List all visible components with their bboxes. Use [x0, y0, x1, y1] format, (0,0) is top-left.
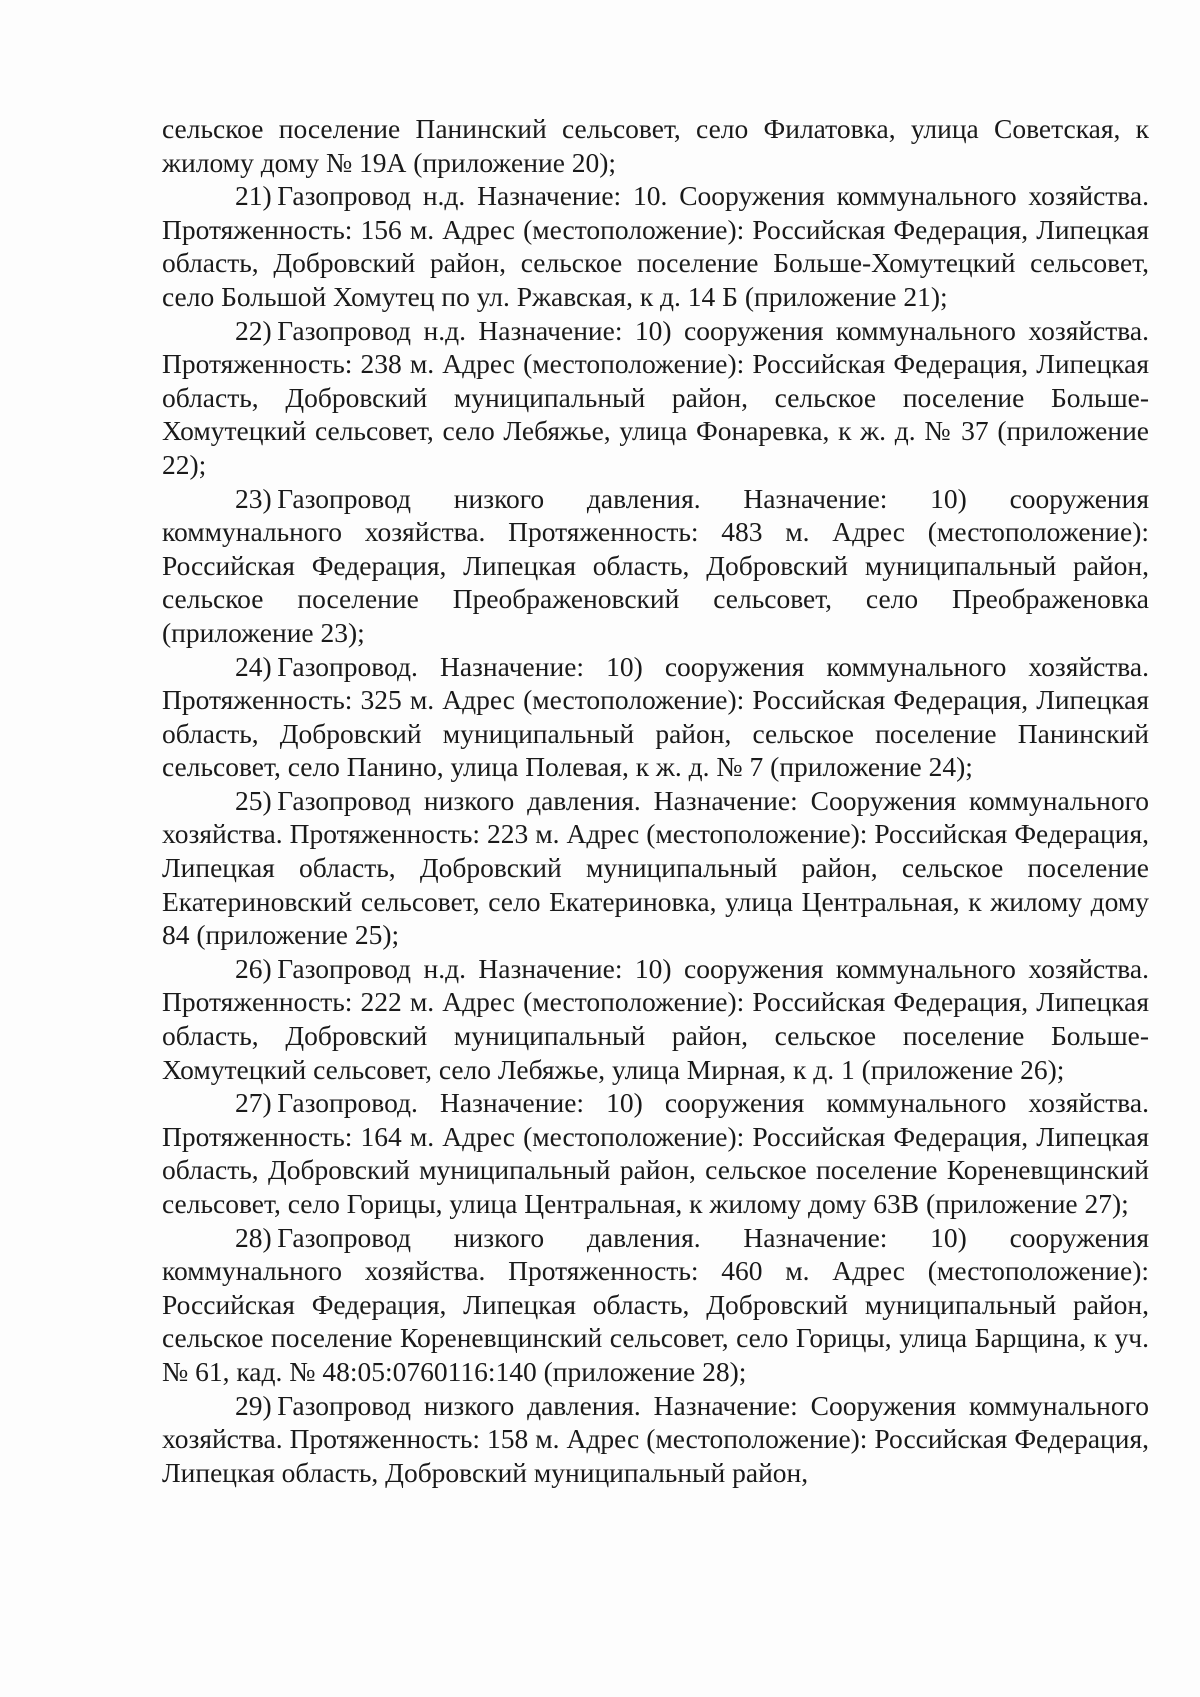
list-item-23 [162, 482, 1149, 650]
document-body [162, 112, 1149, 1489]
item-number: 26) [235, 952, 272, 984]
list-item-22 [162, 314, 1149, 482]
list-item-29 [162, 1389, 1149, 1490]
paragraph-text: Газопровод низкого давления. Назначение: 10) сооружения коммунального хозяйства. Протяженность: 483 м. Адрес (местоположение): Российская Федерация, Липецкая область, Добровский муниципальный район, сельское поселение Преображеновский сельсовет, село Преображеновка (приложение 23); [162, 482, 1149, 648]
paragraph-continuation [162, 112, 1149, 179]
paragraph-text: Газопровод. Назначение: 10) сооружения коммунального хозяйства. Протяженность: 164 м. Адрес (местоположение): Российская Федерация, Липецкая область, Добровский муниципальный район, сельское поселение Кореневщинский сельсовет, село Горицы, улица Центральная, к жилому дому 63В (приложение 27); [162, 1087, 1149, 1219]
item-number: 25) [235, 784, 272, 816]
item-number: 27) [235, 1087, 272, 1119]
paragraph-text: Газопровод н.д. Назначение: 10. Сооружения коммунального хозяйства. Протяженность: 156 м. Адрес (местоположение): Российская Федерация, Липецкая область, Добровский район, сельское поселение Больше-Хомутецкий сельсовет, село Большой Хомутец по ул. Ржавская, к д. 14 Б (приложение 21); [162, 180, 1149, 312]
list-item-25 [162, 784, 1149, 952]
paragraph-text: Газопровод. Назначение: 10) сооружения коммунального хозяйства. Протяженность: 325 м. Адрес (местоположение): Российская Федерация, Липецкая область, Добровский муниципальный район, сельское поселение Панинский сельсовет, село Панино, улица Полевая, к ж. д. № 7 (приложение 24); [162, 650, 1149, 783]
list-item-27 [162, 1086, 1149, 1220]
paragraph-text: Газопровод низкого давления. Назначение: 10) сооружения коммунального хозяйства. Протяженность: 460 м. Адрес (местоположение): Российская Федерация, Липецкая область, Добровский муниципальный район, сельское поселение Кореневщинский сельсовет, село Горицы, улица Барщина, к уч. № 61, кад. № 48:05:0760116:140 (приложение 28); [162, 1221, 1149, 1387]
paragraph-text: Газопровод низкого давления. Назначение: Сооружения коммунального хозяйства. Протяженность: 158 м. Адрес (местоположение): Российская Федерация, Липецкая область, Добровский муниципальный район, [162, 1389, 1149, 1488]
paragraph-text: Газопровод н.д. Назначение: 10) сооружения коммунального хозяйства. Протяженность: 238 м. Адрес (местоположение): Российская Федерация, Липецкая область, Добровский муниципальный район, сельское поселение Больше-Хомутецкий сельсовет, село Лебяжье, улица Фонаревка, к ж. д. № 37 (приложение 22); [162, 314, 1149, 480]
item-number: 24) [235, 650, 272, 682]
list-item-28 [162, 1221, 1149, 1389]
paragraph-text: сельское поселение Панинский сельсовет, село Филатовка, улица Советская, к жилому дому № 19А (приложение 20); [162, 113, 1149, 178]
item-number: 22) [235, 314, 272, 346]
list-item-26 [162, 952, 1149, 1086]
paragraph-text: Газопровод низкого давления. Назначение: Сооружения коммунального хозяйства. Протяженность: 223 м. Адрес (местоположение): Российская Федерация, Липецкая область, Добровский муниципальный район, сельское поселение Екатериновский сельсовет, село Екатериновка, улица Центральная, к жилому дому 84 (приложение 25); [162, 784, 1149, 951]
paragraph-text: Газопровод н.д. Назначение: 10) сооружения коммунального хозяйства. Протяженность: 222 м. Адрес (местоположение): Российская Федерация, Липецкая область, Добровский муниципальный район, сельское поселение Больше-Хомутецкий сельсовет, село Лебяжье, улица Мирная, к д. 1 (приложение 26); [162, 952, 1149, 1085]
item-number: 23) [235, 482, 272, 514]
item-number: 29) [235, 1389, 272, 1421]
list-item-24 [162, 650, 1149, 784]
item-number: 28) [235, 1221, 272, 1253]
item-number: 21) [235, 180, 272, 212]
list-item-21 [162, 179, 1149, 313]
